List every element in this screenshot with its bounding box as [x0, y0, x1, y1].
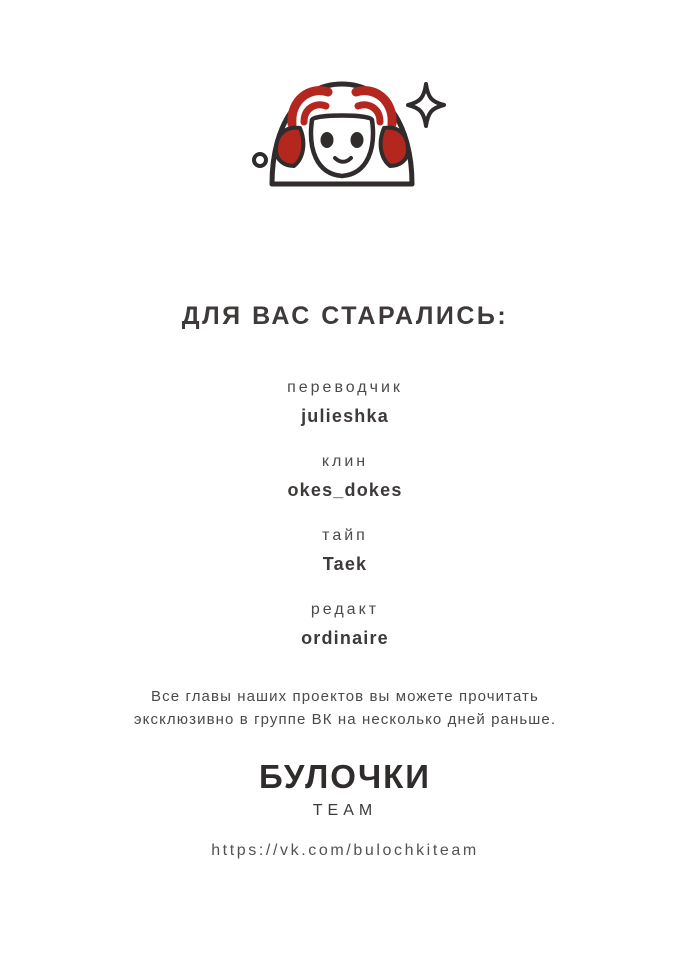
credit-role: редакт [310, 601, 380, 618]
list-item [287, 379, 403, 427]
credit-name: julieshka [301, 406, 389, 426]
notice-text [45, 685, 645, 732]
team-name-sub: TEAM [312, 801, 378, 819]
bun-mascot-icon [230, 62, 460, 202]
team-name: БУЛОЧКИ [258, 757, 432, 795]
list-item [322, 527, 368, 575]
page-title: ДЛЯ ВАС СТАРАЛИСЬ: [181, 302, 509, 330]
notice-line-1: Все главы наших проектов вы можете прочитать [151, 688, 539, 705]
notice-line-2: эксклюзивно в группе ВК на несколько дней раньше. [133, 711, 557, 729]
list-item [287, 453, 402, 501]
credit-name: okes_dokes [287, 480, 403, 500]
credit-role: тайп [322, 527, 368, 544]
vk-link[interactable]: https://vk.com/bulochkiteam [211, 841, 479, 859]
credit-name: ordinaire [301, 628, 389, 648]
list-item [301, 601, 389, 649]
credit-role: клин [321, 453, 369, 470]
credit-role: переводчик [287, 379, 403, 396]
credit-name: Taek [322, 554, 368, 574]
credits-list [0, 379, 690, 675]
